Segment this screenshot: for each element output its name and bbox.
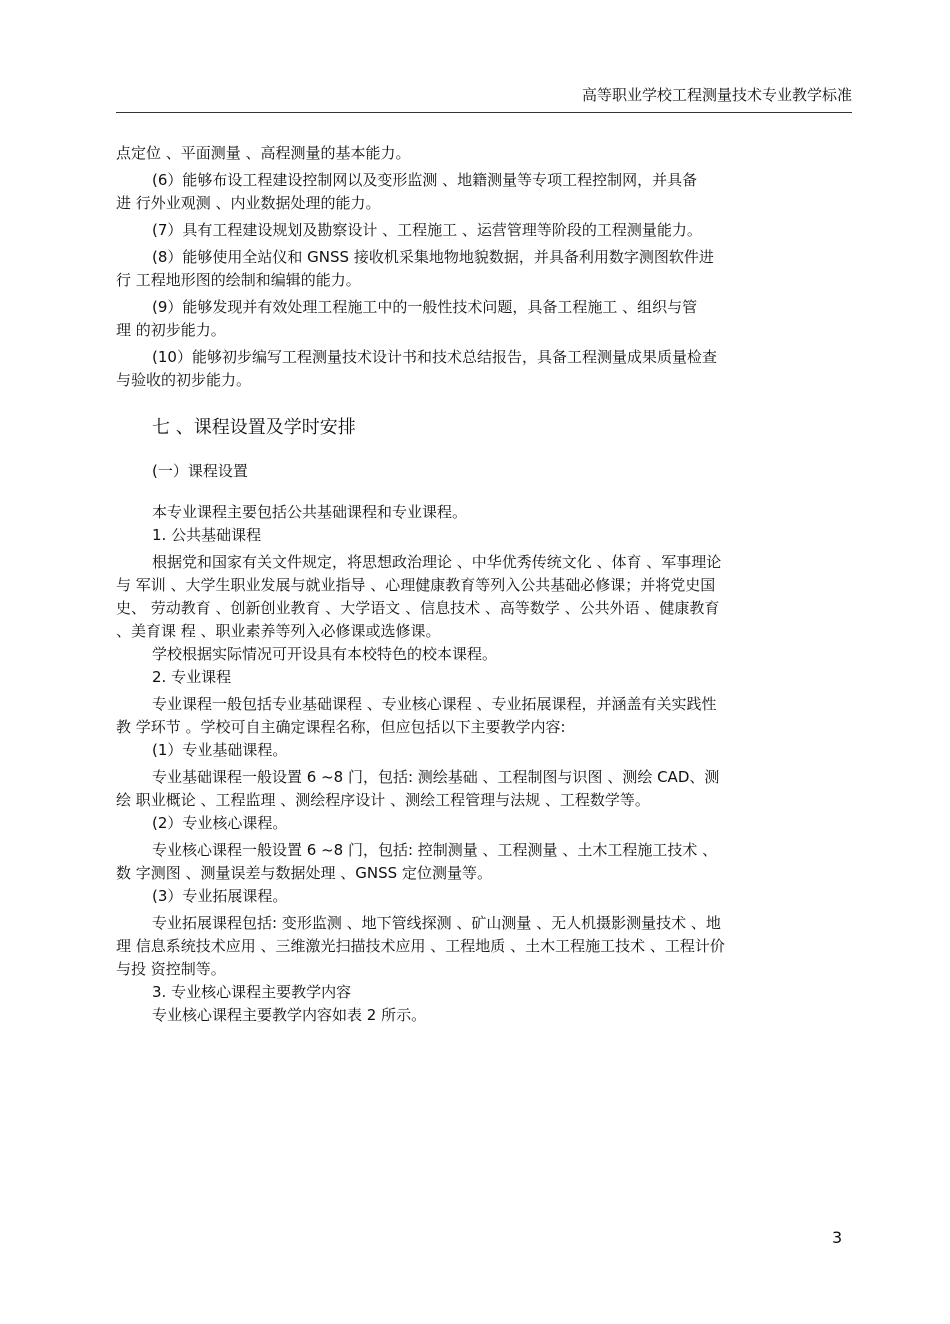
page-header: [116, 82, 852, 113]
text-line: 专业拓展课程包括: 变形监测 、地下管线探测 、矿山测量 、无人机摄影测量技术 、地: [152, 914, 721, 932]
text-line: 专业核心课程主要教学内容如表 2 所示。: [152, 1006, 427, 1024]
text-line: (8）能够使用全站仪和 GNSS 接收机采集地物地貌数据，并具备利用数字测图软件进: [152, 248, 714, 266]
text-line: 、美育课 程 、职业素养等列入必修课或选修课。: [116, 622, 441, 640]
text-line: 专业课程一般包括专业基础课程 、专业核心课程 、专业拓展课程，并涵盖有关实践性: [152, 695, 717, 713]
text-line: 本专业课程主要包括公共基础课程和专业课程。: [152, 503, 468, 521]
text-line: 与 军训 、大学生职业发展与就业指导 、心理健康教育等列入公共基础必修课；并将党史国: [116, 576, 716, 594]
text-line: 学校根据实际情况可开设具有本校特色的校本课程。: [152, 645, 498, 663]
text-line: (10）能够初步编写工程测量技术设计书和技术总结报告，具备工程测量成果质量检查: [152, 348, 717, 366]
text-line: 绘 职业概论 、工程监理 、测绘程序设计 、测绘工程管理与法规 、工程数学等。: [116, 791, 650, 809]
text-line: (7）具有工程建设规划及勘察设计 、工程施工 、运营管理等阶段的工程测量能力。: [152, 221, 702, 239]
text-line: 教 学环节 。学校可自主确定课程名称，但应包括以下主要教学内容:: [116, 718, 566, 736]
text-line: 理 信息系统技术应用 、三维激光扫描技术应用 、工程地质 、土木工程施工技术 、工程计价: [116, 937, 725, 955]
section-heading: 七 、课程设置及学时安排: [152, 417, 356, 438]
text-line: (2）专业核心课程。: [152, 814, 288, 832]
text-line: 1. 公共基础课程: [152, 526, 262, 544]
text-line: 理 的初步能力。: [116, 321, 226, 339]
text-line: 专业核心课程一般设置 6 ~8 门，包括: 控制测量 、工程测量 、土木工程施工技术 、: [152, 841, 718, 859]
text-line: (3）专业拓展课程。: [152, 887, 288, 905]
subsection-heading: (一）课程设置: [152, 462, 248, 480]
text-line: 行 工程地形图的绘制和编辑的能力。: [116, 271, 361, 289]
text-line: 根据党和国家有关文件规定，将思想政治理论 、中华优秀传统文化 、体育 、军事理论: [152, 553, 722, 571]
page-number: 3: [832, 1228, 843, 1247]
text-line: 史、 劳动教育 、创新创业教育 、大学语文 、信息技术 、高等数学 、公共外语 、健康教育: [116, 599, 720, 617]
text-line: 进 行外业观测 、内业数据处理的能力。: [116, 194, 381, 212]
text-line: (9）能够发现并有效处理工程施工中的一般性技术问题，具备工程施工 、组织与管: [152, 298, 698, 316]
text-line: (6）能够布设工程建设控制网以及变形监测 、地籍测量等专项工程控制网，并具备: [152, 171, 698, 189]
text-line: 2. 专业课程: [152, 668, 232, 686]
text-line: 专业基础课程一般设置 6 ~8 门，包括: 测绘基础 、工程制图与识图 、测绘 CAD、测: [152, 768, 720, 786]
header-title: 高等职业学校工程测量技术专业教学标准: [581, 86, 852, 104]
text-line: 3. 专业核心课程主要教学内容: [152, 983, 352, 1001]
text-line: 数 字测图 、测量误差与数据处理 、GNSS 定位测量等。: [116, 864, 492, 882]
text-line: (1）专业基础课程。: [152, 741, 288, 759]
document-body: [116, 142, 860, 1027]
text-line: 点定位 、平面测量 、高程测量的基本能力。: [116, 144, 411, 162]
text-line: 与验收的初步能力。: [116, 371, 252, 389]
text-line: 与投 资控制等。: [116, 960, 226, 978]
